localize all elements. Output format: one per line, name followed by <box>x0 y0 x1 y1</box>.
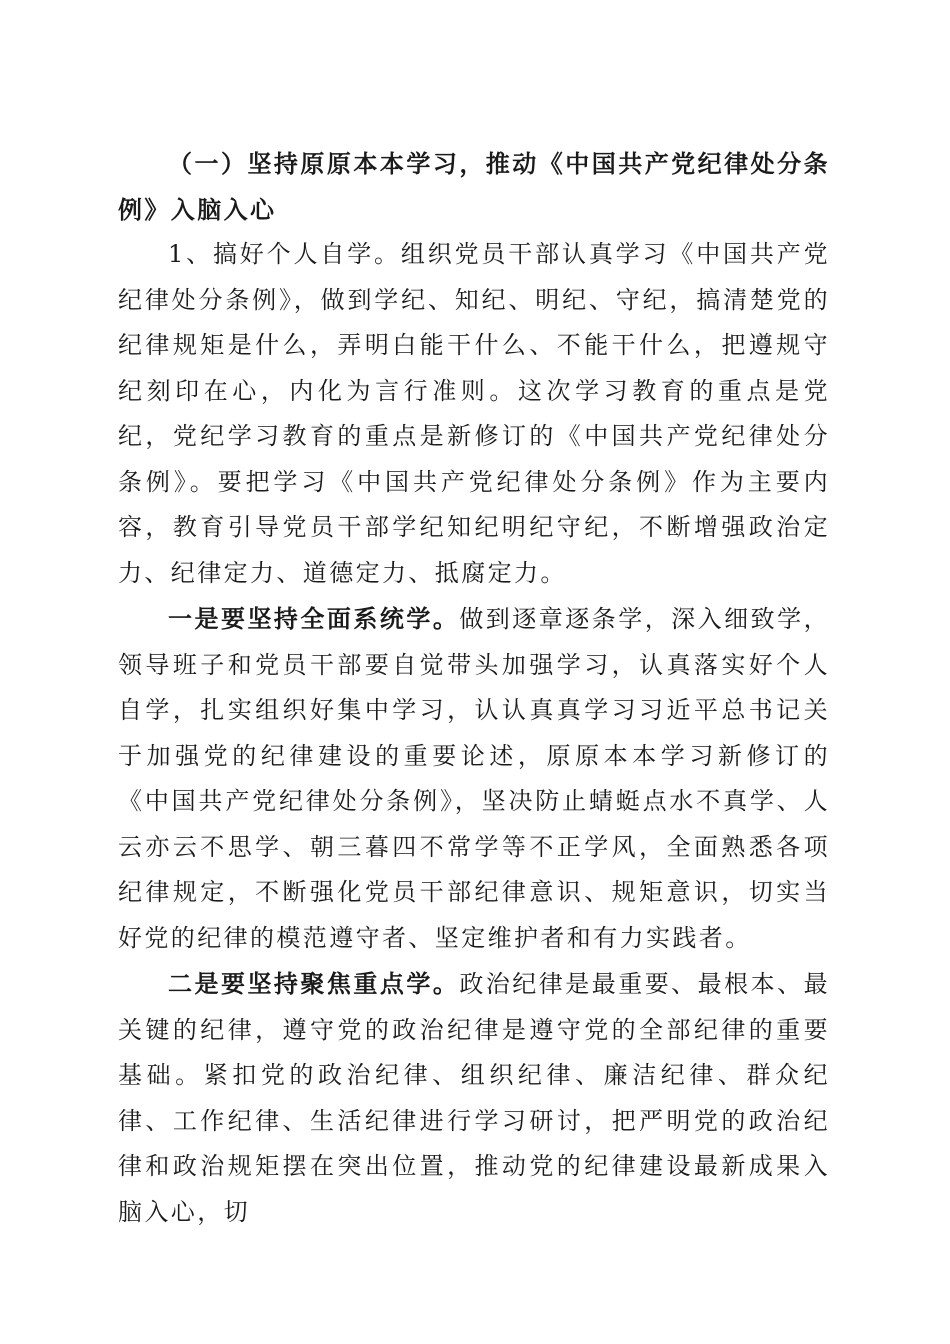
paragraph-body-focused: 政治纪律是最重要、最根本、最关键的纪律，遵守党的政治纪律是遵守党的全部纪律的重要基础。紧扣党的政治纪律、组织纪律、廉洁纪律、群众纪律、工作纪律、生活纪律进行学习研讨，把严明党的政治纪律和政治规矩摆在突出位置，推动党的纪律建设最新成果入脑入心，切 <box>118 970 830 1226</box>
paragraph-personal-study: 1、搞好个人自学。组织党员干部认真学习《中国共产党纪律处分条例》，做到学纪、知纪、明纪、守纪，搞清楚党的纪律规矩是什么，弄明白能干什么、不能干什么，把遵规守纪刻印在心，内化为言行准则。这次学习教育的重点是党纪，党纪学习教育的重点是新修订的《中国共产党纪律处分条例》。要把学习《中国共产党纪律处分条例》作为主要内容，教育引导党员干部学纪知纪明纪守纪，不断增强政治定力、纪律定力、道德定力、抵腐定力。 <box>118 240 830 587</box>
paragraph-comprehensive-study <box>118 596 830 961</box>
paragraph-lead-focused: 二是要坚持聚焦重点学。 <box>168 969 460 998</box>
section-heading: （一）坚持原原本本学习，推动《中国共产党纪律处分条例》入脑入心 <box>118 149 830 224</box>
paragraph-lead-comprehensive: 一是要坚持全面系统学。 <box>168 604 460 633</box>
document-body <box>118 141 830 1235</box>
paragraph-body-comprehensive: 做到逐章逐条学，深入细致学，领导班子和党员干部要自觉带头加强学习，认真落实好个人自学，扎实组织好集中学习，认认真真学习习近平总书记关于加强党的纪律建设的重要论述，原原本本学习新修订的《中国共产党纪律处分条例》，坚决防止蜻蜓点水不真学、人云亦云不思学、朝三暮四不常学等不正学风，全面熟悉各项纪律规定，不断强化党员干部纪律意识、规矩意识，切实当好党的纪律的模范遵守者、坚定维护者和有力实践者。 <box>118 605 830 952</box>
paragraph-focused-study <box>118 961 830 1235</box>
